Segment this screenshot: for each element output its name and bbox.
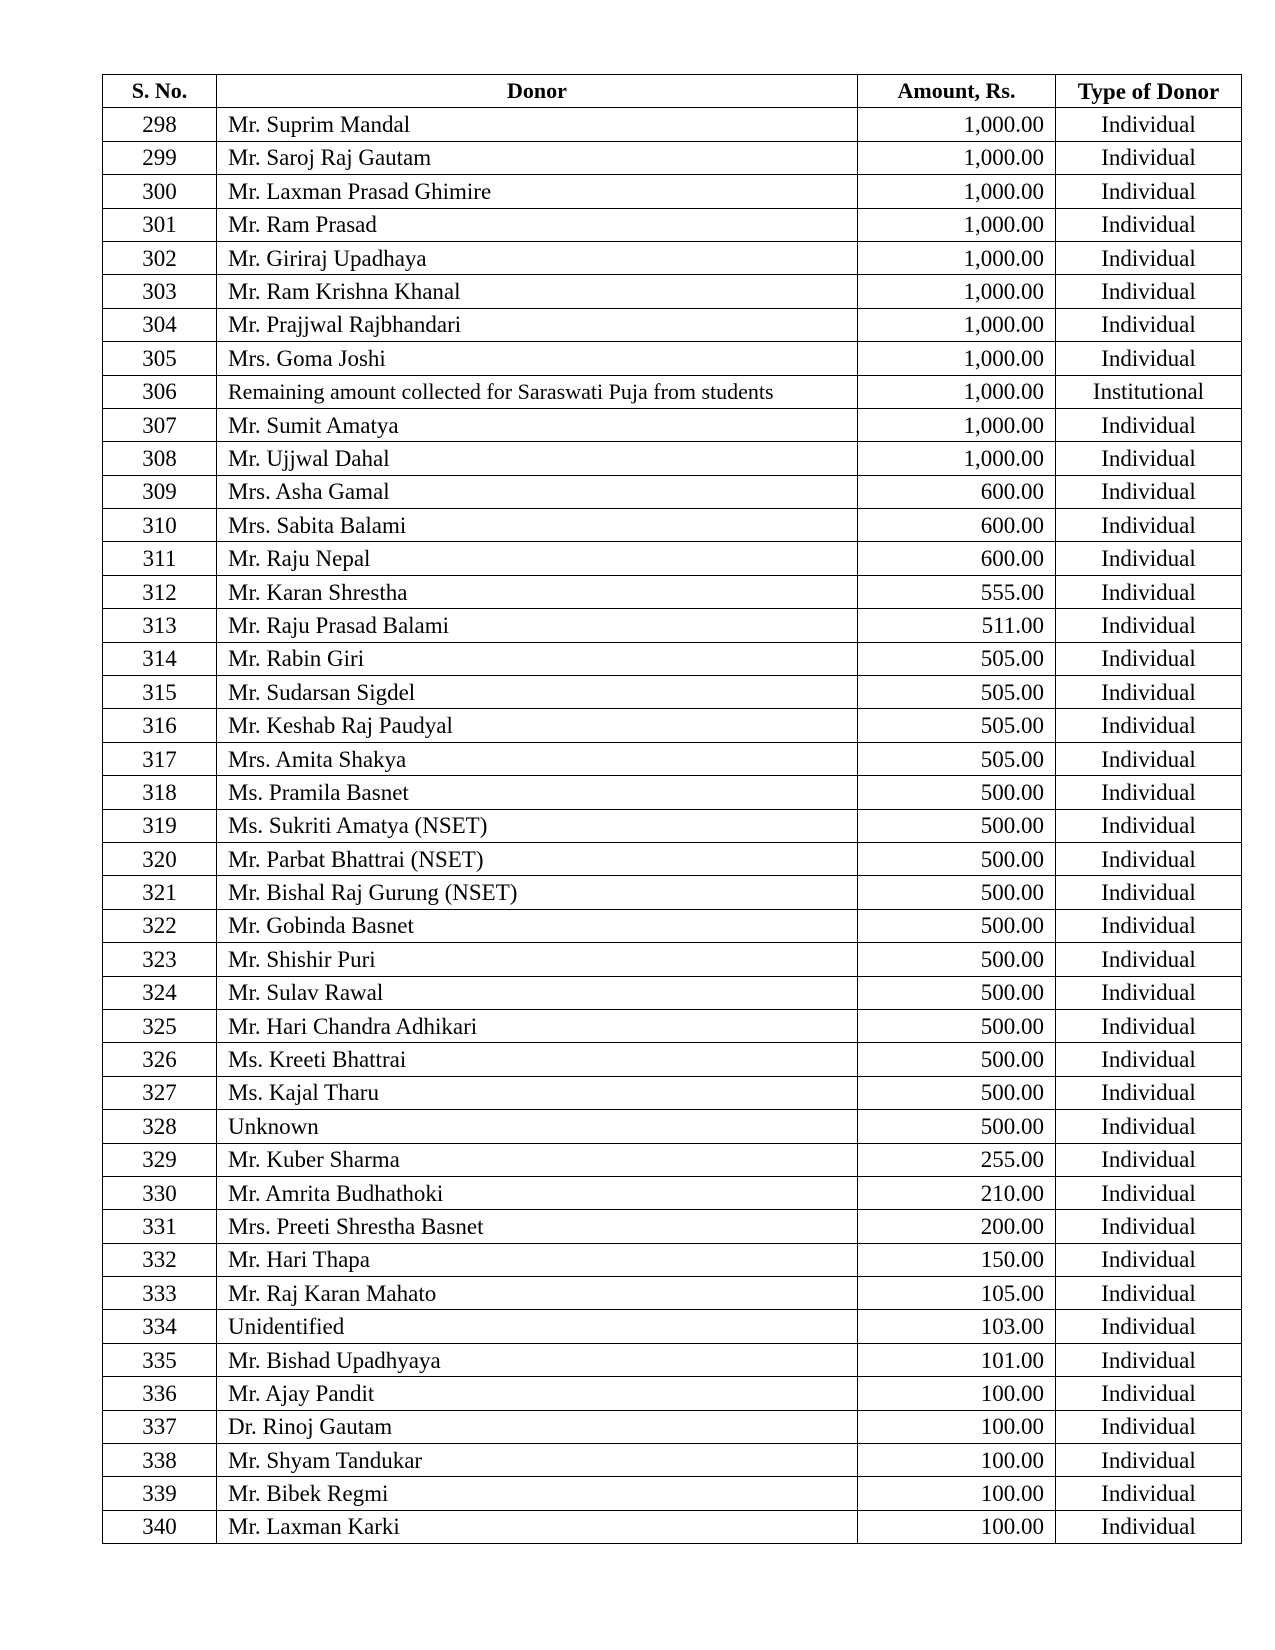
- donor-name-cell: Mr. Prajjwal Rajbhandari: [217, 308, 858, 341]
- serial-number-cell: 310: [103, 509, 217, 542]
- amount-cell: 555.00: [858, 575, 1056, 608]
- table-row: [103, 1176, 1242, 1209]
- donor-type-cell: Individual: [1056, 208, 1242, 241]
- donor-type-cell: Individual: [1056, 1210, 1242, 1243]
- table-row: [103, 509, 1242, 542]
- serial-number-cell: 316: [103, 709, 217, 742]
- serial-number-cell: 326: [103, 1043, 217, 1076]
- donor-table: [102, 74, 1242, 1544]
- donor-name-cell: Mr. Raju Nepal: [217, 542, 858, 575]
- serial-number-cell: 329: [103, 1143, 217, 1176]
- amount-cell: 1,000.00: [858, 108, 1056, 141]
- header-type-of-donor: Type of Donor: [1056, 75, 1242, 108]
- donor-type-cell: Individual: [1056, 776, 1242, 809]
- table-row: [103, 1009, 1242, 1042]
- serial-number-cell: 332: [103, 1243, 217, 1276]
- table-row: [103, 976, 1242, 1009]
- amount-cell: 1,000.00: [858, 375, 1056, 408]
- donor-name-cell: Ms. Sukriti Amatya (NSET): [217, 809, 858, 842]
- serial-number-cell: 328: [103, 1110, 217, 1143]
- amount-cell: 105.00: [858, 1277, 1056, 1310]
- donor-type-cell: Individual: [1056, 442, 1242, 475]
- donor-name-cell: Mr. Bishal Raj Gurung (NSET): [217, 876, 858, 909]
- donor-name-cell: Mr. Hari Thapa: [217, 1243, 858, 1276]
- serial-number-cell: 330: [103, 1176, 217, 1209]
- amount-cell: 1,000.00: [858, 408, 1056, 441]
- donor-type-cell: Individual: [1056, 175, 1242, 208]
- donor-type-cell: Individual: [1056, 1444, 1242, 1477]
- table-row: [103, 442, 1242, 475]
- donor-name-cell: Mr. Raju Prasad Balami: [217, 609, 858, 642]
- donor-name-cell: Unknown: [217, 1110, 858, 1143]
- donor-type-cell: Individual: [1056, 842, 1242, 875]
- amount-cell: 500.00: [858, 943, 1056, 976]
- serial-number-cell: 320: [103, 842, 217, 875]
- donor-type-cell: Individual: [1056, 1243, 1242, 1276]
- amount-cell: 500.00: [858, 909, 1056, 942]
- amount-cell: 1,000.00: [858, 241, 1056, 274]
- serial-number-cell: 298: [103, 108, 217, 141]
- serial-number-cell: 308: [103, 442, 217, 475]
- donor-type-cell: Individual: [1056, 575, 1242, 608]
- amount-cell: 505.00: [858, 642, 1056, 675]
- amount-cell: 1,000.00: [858, 208, 1056, 241]
- amount-cell: 500.00: [858, 1110, 1056, 1143]
- amount-cell: 100.00: [858, 1510, 1056, 1543]
- amount-cell: 103.00: [858, 1310, 1056, 1343]
- serial-number-cell: 299: [103, 141, 217, 174]
- donor-name-cell: Mr. Suprim Mandal: [217, 108, 858, 141]
- amount-cell: 100.00: [858, 1377, 1056, 1410]
- donor-type-cell: Individual: [1056, 1377, 1242, 1410]
- table-row: [103, 241, 1242, 274]
- table-row: [103, 1277, 1242, 1310]
- serial-number-cell: 327: [103, 1076, 217, 1109]
- donor-type-cell: Individual: [1056, 475, 1242, 508]
- table-row: [103, 809, 1242, 842]
- donor-name-cell: Mr. Sudarsan Sigdel: [217, 676, 858, 709]
- donor-name-cell: Ms. Pramila Basnet: [217, 776, 858, 809]
- table-row: [103, 141, 1242, 174]
- donor-type-cell: Individual: [1056, 976, 1242, 1009]
- amount-cell: 101.00: [858, 1343, 1056, 1376]
- serial-number-cell: 321: [103, 876, 217, 909]
- amount-cell: 500.00: [858, 776, 1056, 809]
- serial-number-cell: 307: [103, 408, 217, 441]
- table-row: [103, 1377, 1242, 1410]
- table-row: [103, 308, 1242, 341]
- donor-name-cell: Mr. Laxman Karki: [217, 1510, 858, 1543]
- amount-cell: 505.00: [858, 676, 1056, 709]
- donor-name-cell: Mr. Raj Karan Mahato: [217, 1277, 858, 1310]
- amount-cell: 500.00: [858, 809, 1056, 842]
- donor-type-cell: Individual: [1056, 742, 1242, 775]
- table-row: [103, 842, 1242, 875]
- table-row: [103, 1444, 1242, 1477]
- serial-number-cell: 331: [103, 1210, 217, 1243]
- amount-cell: 210.00: [858, 1176, 1056, 1209]
- table-row: [103, 676, 1242, 709]
- donor-type-cell: Individual: [1056, 241, 1242, 274]
- amount-cell: 600.00: [858, 475, 1056, 508]
- donor-name-cell: Mrs. Goma Joshi: [217, 342, 858, 375]
- donor-name-cell: Mr. Saroj Raj Gautam: [217, 141, 858, 174]
- donor-type-cell: Individual: [1056, 1510, 1242, 1543]
- table-row: [103, 876, 1242, 909]
- table-row: [103, 575, 1242, 608]
- table-row: [103, 1210, 1242, 1243]
- donor-name-cell: Mr. Hari Chandra Adhikari: [217, 1009, 858, 1042]
- donor-type-cell: Individual: [1056, 1277, 1242, 1310]
- donor-type-cell: Individual: [1056, 1009, 1242, 1042]
- donor-name-cell: Mr. Bishad Upadhyaya: [217, 1343, 858, 1376]
- donor-type-cell: Individual: [1056, 1143, 1242, 1176]
- serial-number-cell: 325: [103, 1009, 217, 1042]
- table-row: [103, 1076, 1242, 1109]
- serial-number-cell: 301: [103, 208, 217, 241]
- serial-number-cell: 300: [103, 175, 217, 208]
- donor-type-cell: Individual: [1056, 609, 1242, 642]
- amount-cell: 1,000.00: [858, 141, 1056, 174]
- donor-name-cell: Mrs. Sabita Balami: [217, 509, 858, 542]
- donor-type-cell: Individual: [1056, 1043, 1242, 1076]
- donor-type-cell: Individual: [1056, 1176, 1242, 1209]
- donor-name-cell: Mrs. Preeti Shrestha Basnet: [217, 1210, 858, 1243]
- donor-type-cell: Individual: [1056, 342, 1242, 375]
- amount-cell: 100.00: [858, 1444, 1056, 1477]
- amount-cell: 500.00: [858, 1043, 1056, 1076]
- donor-name-cell: Mr. Shyam Tandukar: [217, 1444, 858, 1477]
- amount-cell: 150.00: [858, 1243, 1056, 1276]
- serial-number-cell: 317: [103, 742, 217, 775]
- donor-name-cell: Mr. Laxman Prasad Ghimire: [217, 175, 858, 208]
- amount-cell: 511.00: [858, 609, 1056, 642]
- serial-number-cell: 312: [103, 575, 217, 608]
- donor-name-cell: Mr. Karan Shrestha: [217, 575, 858, 608]
- table-row: [103, 609, 1242, 642]
- donor-type-cell: Individual: [1056, 408, 1242, 441]
- serial-number-cell: 318: [103, 776, 217, 809]
- serial-number-cell: 311: [103, 542, 217, 575]
- serial-number-cell: 340: [103, 1510, 217, 1543]
- table-row: [103, 1243, 1242, 1276]
- serial-number-cell: 306: [103, 375, 217, 408]
- table-header: [103, 75, 1242, 108]
- serial-number-cell: 303: [103, 275, 217, 308]
- amount-cell: 600.00: [858, 542, 1056, 575]
- donor-name-cell: Mr. Sumit Amatya: [217, 408, 858, 441]
- table-row: [103, 1410, 1242, 1443]
- serial-number-cell: 339: [103, 1477, 217, 1510]
- donor-type-cell: Individual: [1056, 642, 1242, 675]
- donor-name-cell: Mrs. Amita Shakya: [217, 742, 858, 775]
- donor-type-cell: Individual: [1056, 876, 1242, 909]
- amount-cell: 505.00: [858, 742, 1056, 775]
- header-amount: Amount, Rs.: [858, 75, 1056, 108]
- amount-cell: 500.00: [858, 842, 1056, 875]
- table-row: [103, 375, 1242, 408]
- donor-name-cell: Remaining amount collected for Saraswati Puja from students: [217, 375, 858, 408]
- table-row: [103, 709, 1242, 742]
- donor-name-cell: Dr. Rinoj Gautam: [217, 1410, 858, 1443]
- donor-type-cell: Individual: [1056, 1477, 1242, 1510]
- header-serial-number: S. No.: [103, 75, 217, 108]
- donor-name-cell: Mr. Ujjwal Dahal: [217, 442, 858, 475]
- donor-type-cell: Individual: [1056, 1110, 1242, 1143]
- serial-number-cell: 333: [103, 1277, 217, 1310]
- donor-name-cell: Mr. Amrita Budhathoki: [217, 1176, 858, 1209]
- serial-number-cell: 322: [103, 909, 217, 942]
- serial-number-cell: 334: [103, 1310, 217, 1343]
- amount-cell: 505.00: [858, 709, 1056, 742]
- amount-cell: 1,000.00: [858, 442, 1056, 475]
- table-row: [103, 408, 1242, 441]
- table-row: [103, 1143, 1242, 1176]
- header-row: [103, 75, 1242, 108]
- donor-type-cell: Individual: [1056, 308, 1242, 341]
- donor-name-cell: Mr. Ram Prasad: [217, 208, 858, 241]
- table-row: [103, 1043, 1242, 1076]
- donor-name-cell: Mr. Gobinda Basnet: [217, 909, 858, 942]
- serial-number-cell: 302: [103, 241, 217, 274]
- amount-cell: 1,000.00: [858, 275, 1056, 308]
- table-row: [103, 943, 1242, 976]
- donor-name-cell: Mr. Ajay Pandit: [217, 1377, 858, 1410]
- donor-type-cell: Individual: [1056, 542, 1242, 575]
- serial-number-cell: 324: [103, 976, 217, 1009]
- table-row: [103, 275, 1242, 308]
- serial-number-cell: 305: [103, 342, 217, 375]
- donor-name-cell: Mr. Giriraj Upadhaya: [217, 241, 858, 274]
- serial-number-cell: 336: [103, 1377, 217, 1410]
- amount-cell: 100.00: [858, 1410, 1056, 1443]
- donor-type-cell: Individual: [1056, 1076, 1242, 1109]
- amount-cell: 500.00: [858, 976, 1056, 1009]
- donor-name-cell: Mr. Sulav Rawal: [217, 976, 858, 1009]
- donor-name-cell: Ms. Kajal Tharu: [217, 1076, 858, 1109]
- table-row: [103, 909, 1242, 942]
- donor-name-cell: Mr. Ram Krishna Khanal: [217, 275, 858, 308]
- donor-type-cell: Individual: [1056, 1410, 1242, 1443]
- table-row: [103, 475, 1242, 508]
- donor-type-cell: Individual: [1056, 943, 1242, 976]
- serial-number-cell: 313: [103, 609, 217, 642]
- serial-number-cell: 337: [103, 1410, 217, 1443]
- donor-type-cell: Individual: [1056, 809, 1242, 842]
- table-row: [103, 1477, 1242, 1510]
- donor-name-cell: Mr. Shishir Puri: [217, 943, 858, 976]
- table-row: [103, 208, 1242, 241]
- amount-cell: 500.00: [858, 876, 1056, 909]
- table-body: [103, 108, 1242, 1544]
- serial-number-cell: 309: [103, 475, 217, 508]
- table-row: [103, 742, 1242, 775]
- donor-type-cell: Individual: [1056, 275, 1242, 308]
- donor-name-cell: Mr. Parbat Bhattrai (NSET): [217, 842, 858, 875]
- donor-name-cell: Mr. Rabin Giri: [217, 642, 858, 675]
- donor-name-cell: Mr. Kuber Sharma: [217, 1143, 858, 1176]
- donor-type-cell: Individual: [1056, 509, 1242, 542]
- serial-number-cell: 338: [103, 1444, 217, 1477]
- amount-cell: 100.00: [858, 1477, 1056, 1510]
- table-row: [103, 175, 1242, 208]
- table-row: [103, 776, 1242, 809]
- serial-number-cell: 323: [103, 943, 217, 976]
- table-row: [103, 342, 1242, 375]
- table-row: [103, 1110, 1242, 1143]
- donor-name-cell: Mr. Keshab Raj Paudyal: [217, 709, 858, 742]
- donor-name-cell: Mr. Bibek Regmi: [217, 1477, 858, 1510]
- table-row: [103, 642, 1242, 675]
- amount-cell: 200.00: [858, 1210, 1056, 1243]
- donor-type-cell: Individual: [1056, 108, 1242, 141]
- header-donor: Donor: [217, 75, 858, 108]
- donor-name-cell: Mrs. Asha Gamal: [217, 475, 858, 508]
- amount-cell: 255.00: [858, 1143, 1056, 1176]
- amount-cell: 1,000.00: [858, 175, 1056, 208]
- donor-name-cell: Unidentified: [217, 1310, 858, 1343]
- amount-cell: 1,000.00: [858, 308, 1056, 341]
- amount-cell: 600.00: [858, 509, 1056, 542]
- donor-type-cell: Individual: [1056, 709, 1242, 742]
- amount-cell: 500.00: [858, 1076, 1056, 1109]
- serial-number-cell: 335: [103, 1343, 217, 1376]
- donor-type-cell: Individual: [1056, 141, 1242, 174]
- table-row: [103, 1310, 1242, 1343]
- table-row: [103, 108, 1242, 141]
- serial-number-cell: 304: [103, 308, 217, 341]
- donor-type-cell: Individual: [1056, 1310, 1242, 1343]
- donor-type-cell: Individual: [1056, 909, 1242, 942]
- donor-name-cell: Ms. Kreeti Bhattrai: [217, 1043, 858, 1076]
- donor-type-cell: Individual: [1056, 1343, 1242, 1376]
- donor-type-cell: Institutional: [1056, 375, 1242, 408]
- amount-cell: 500.00: [858, 1009, 1056, 1042]
- table-row: [103, 1343, 1242, 1376]
- table-row: [103, 1510, 1242, 1543]
- amount-cell: 1,000.00: [858, 342, 1056, 375]
- table-row: [103, 542, 1242, 575]
- donor-type-cell: Individual: [1056, 676, 1242, 709]
- serial-number-cell: 314: [103, 642, 217, 675]
- serial-number-cell: 319: [103, 809, 217, 842]
- serial-number-cell: 315: [103, 676, 217, 709]
